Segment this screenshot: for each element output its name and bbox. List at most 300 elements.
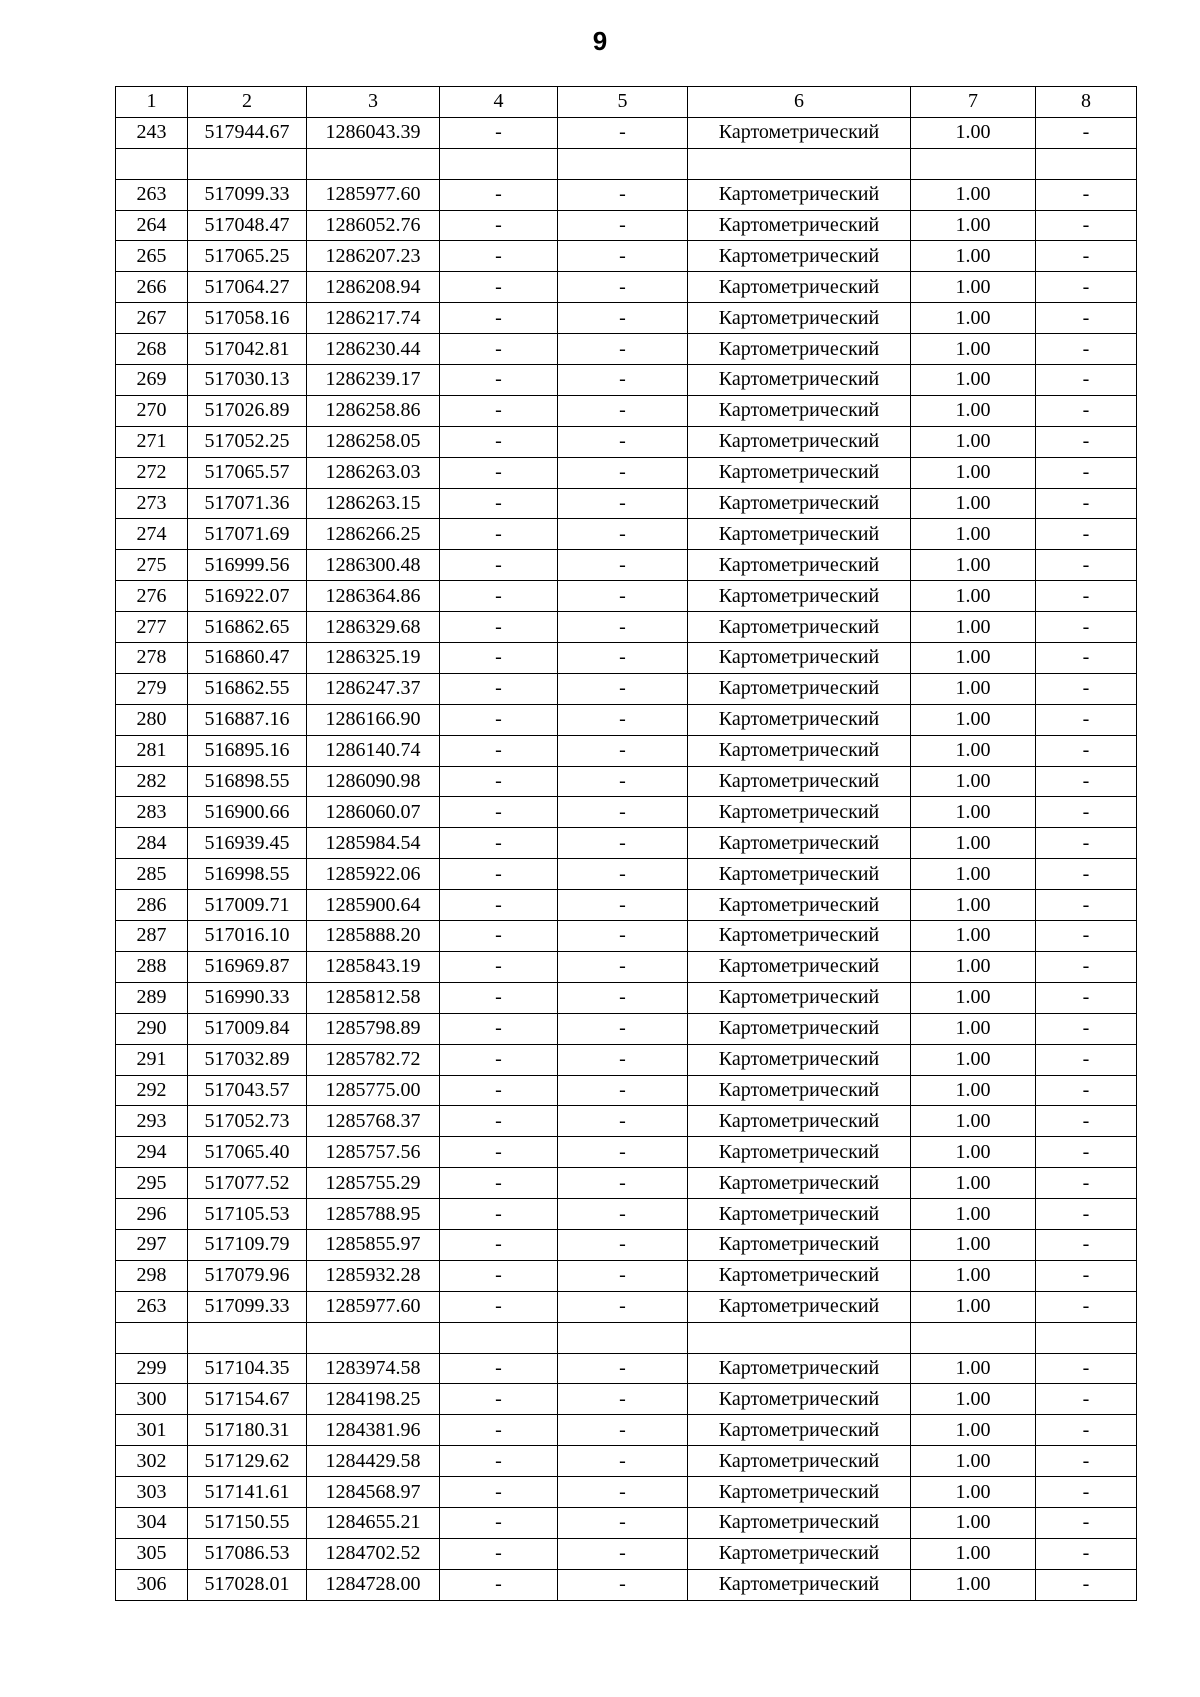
table-cell: Картометрический xyxy=(688,1106,911,1137)
table-cell: 268 xyxy=(116,334,188,365)
table-cell xyxy=(116,148,188,179)
table-cell: 1.00 xyxy=(911,550,1036,581)
table-row xyxy=(116,272,1137,303)
table-cell: 1286263.03 xyxy=(307,457,440,488)
table-cell: 1.00 xyxy=(911,1260,1036,1291)
table-row xyxy=(116,1168,1137,1199)
table-row xyxy=(116,921,1137,952)
table-cell: 1.00 xyxy=(911,1384,1036,1415)
table-cell: 1285798.89 xyxy=(307,1013,440,1044)
table-cell: 1285855.97 xyxy=(307,1229,440,1260)
table-cell: - xyxy=(1036,982,1137,1013)
table-cell: 517105.53 xyxy=(188,1199,307,1230)
table-cell: 267 xyxy=(116,303,188,334)
table-cell: - xyxy=(440,179,558,210)
column-header: 6 xyxy=(688,87,911,118)
table-cell: 516998.55 xyxy=(188,859,307,890)
table-cell: - xyxy=(558,426,688,457)
table-cell: 282 xyxy=(116,766,188,797)
table-cell: 265 xyxy=(116,241,188,272)
table-cell: Картометрический xyxy=(688,1446,911,1477)
table-cell: 1286258.05 xyxy=(307,426,440,457)
table-cell: 1284429.58 xyxy=(307,1446,440,1477)
table-cell: - xyxy=(440,395,558,426)
table-cell: - xyxy=(558,272,688,303)
table-cell: Картометрический xyxy=(688,303,911,334)
table-cell: 281 xyxy=(116,735,188,766)
table-cell: 1.00 xyxy=(911,1013,1036,1044)
table-cell: 288 xyxy=(116,951,188,982)
table-cell: - xyxy=(440,643,558,674)
table-cell: 1285788.95 xyxy=(307,1199,440,1230)
table-cell: - xyxy=(440,550,558,581)
table-cell: 1285812.58 xyxy=(307,982,440,1013)
table-cell: 517150.55 xyxy=(188,1507,307,1538)
table-cell: 1286364.86 xyxy=(307,581,440,612)
table-cell xyxy=(116,1322,188,1353)
table-row xyxy=(116,117,1137,148)
table-cell: - xyxy=(1036,303,1137,334)
page-number: 9 xyxy=(592,26,608,56)
table-cell: - xyxy=(440,1168,558,1199)
table-cell: Картометрический xyxy=(688,457,911,488)
table-cell: - xyxy=(1036,890,1137,921)
table-cell: - xyxy=(558,735,688,766)
table-cell: 1285984.54 xyxy=(307,828,440,859)
table-cell: 289 xyxy=(116,982,188,1013)
table-cell: 301 xyxy=(116,1415,188,1446)
table-cell: 517009.71 xyxy=(188,890,307,921)
table-cell: - xyxy=(558,1013,688,1044)
table-cell: 1.00 xyxy=(911,673,1036,704)
table-row xyxy=(116,1538,1137,1569)
table-cell: Картометрический xyxy=(688,1507,911,1538)
table-cell: - xyxy=(558,1168,688,1199)
table-cell: - xyxy=(558,1384,688,1415)
table-cell: 517032.89 xyxy=(188,1044,307,1075)
table-cell: - xyxy=(558,179,688,210)
table-cell: - xyxy=(440,612,558,643)
table-cell: - xyxy=(1036,1106,1137,1137)
table-cell: 264 xyxy=(116,210,188,241)
table-row xyxy=(116,1415,1137,1446)
table-cell: 1286329.68 xyxy=(307,612,440,643)
table-cell: 1.00 xyxy=(911,210,1036,241)
table-cell: 305 xyxy=(116,1538,188,1569)
table-cell: - xyxy=(558,612,688,643)
table-cell: - xyxy=(558,488,688,519)
table-cell: 1285977.60 xyxy=(307,179,440,210)
table-row xyxy=(116,951,1137,982)
table-cell: 1285977.60 xyxy=(307,1291,440,1322)
table-cell: 303 xyxy=(116,1477,188,1508)
table-cell: - xyxy=(440,1446,558,1477)
table-cell: - xyxy=(440,1507,558,1538)
table-cell: - xyxy=(440,581,558,612)
table-cell: 517099.33 xyxy=(188,1291,307,1322)
table-cell: - xyxy=(558,1415,688,1446)
table-cell: 275 xyxy=(116,550,188,581)
table-row xyxy=(116,303,1137,334)
table-cell: 1.00 xyxy=(911,1507,1036,1538)
table-cell: 1.00 xyxy=(911,1477,1036,1508)
table-cell: 294 xyxy=(116,1137,188,1168)
table-cell xyxy=(911,1322,1036,1353)
table-row xyxy=(116,1075,1137,1106)
table-row xyxy=(116,1291,1137,1322)
table-cell: 517065.57 xyxy=(188,457,307,488)
table-cell: 1.00 xyxy=(911,890,1036,921)
table-row xyxy=(116,1446,1137,1477)
table-cell: 1286060.07 xyxy=(307,797,440,828)
table-cell: 517064.27 xyxy=(188,272,307,303)
table-cell: - xyxy=(1036,581,1137,612)
table-cell: 1.00 xyxy=(911,921,1036,952)
table-cell: 1.00 xyxy=(911,179,1036,210)
table-cell: Картометрический xyxy=(688,704,911,735)
table-cell: Картометрический xyxy=(688,1229,911,1260)
table-cell: 517071.36 xyxy=(188,488,307,519)
table-row xyxy=(116,982,1137,1013)
table-cell: 1.00 xyxy=(911,766,1036,797)
table-cell xyxy=(558,148,688,179)
table-row xyxy=(116,1229,1137,1260)
table-cell: - xyxy=(440,303,558,334)
table-cell: - xyxy=(558,797,688,828)
table-row xyxy=(116,1507,1137,1538)
coordinates-table xyxy=(115,86,1137,1601)
table-row xyxy=(116,550,1137,581)
table-cell: - xyxy=(440,1013,558,1044)
table-cell: Картометрический xyxy=(688,1415,911,1446)
table-cell: 516900.66 xyxy=(188,797,307,828)
table-cell: - xyxy=(558,1353,688,1384)
table-cell: 300 xyxy=(116,1384,188,1415)
table-cell: - xyxy=(1036,272,1137,303)
table-row xyxy=(116,735,1137,766)
table-row xyxy=(116,488,1137,519)
table-cell: 517026.89 xyxy=(188,395,307,426)
table-cell: - xyxy=(440,859,558,890)
table-cell: - xyxy=(558,1446,688,1477)
table-cell: - xyxy=(1036,1353,1137,1384)
table-cell: Картометрический xyxy=(688,1260,911,1291)
table-cell: - xyxy=(440,426,558,457)
table-cell: - xyxy=(440,334,558,365)
table-cell: Картометрический xyxy=(688,241,911,272)
table-cell: - xyxy=(440,921,558,952)
table-cell: - xyxy=(1036,210,1137,241)
table-cell: 283 xyxy=(116,797,188,828)
table-cell: - xyxy=(558,241,688,272)
table-cell: - xyxy=(440,951,558,982)
table-cell: - xyxy=(558,982,688,1013)
table-cell: 517077.52 xyxy=(188,1168,307,1199)
table-cell: 263 xyxy=(116,179,188,210)
table-cell: - xyxy=(558,1137,688,1168)
table-cell: - xyxy=(558,117,688,148)
table-cell: - xyxy=(440,1199,558,1230)
table-cell: 1.00 xyxy=(911,457,1036,488)
table-cell: - xyxy=(1036,1013,1137,1044)
table-cell xyxy=(688,148,911,179)
table-cell: 280 xyxy=(116,704,188,735)
table-body xyxy=(116,87,1137,1601)
table-cell: Картометрический xyxy=(688,365,911,396)
table-cell: - xyxy=(1036,241,1137,272)
table-cell: Картометрический xyxy=(688,766,911,797)
table-cell: Картометрический xyxy=(688,1168,911,1199)
table-cell: - xyxy=(440,1477,558,1508)
table-cell: - xyxy=(1036,951,1137,982)
table-cell: 1286140.74 xyxy=(307,735,440,766)
table-row xyxy=(116,1199,1137,1230)
table-cell: - xyxy=(1036,612,1137,643)
table-cell: - xyxy=(558,1106,688,1137)
table-cell: 516895.16 xyxy=(188,735,307,766)
table-cell: - xyxy=(440,210,558,241)
table-cell: 517042.81 xyxy=(188,334,307,365)
table-cell: 517048.47 xyxy=(188,210,307,241)
table-cell: - xyxy=(440,1291,558,1322)
table-cell: 1284568.97 xyxy=(307,1477,440,1508)
table-cell: - xyxy=(440,488,558,519)
table-cell: Картометрический xyxy=(688,1353,911,1384)
table-row xyxy=(116,179,1137,210)
table-cell: - xyxy=(558,643,688,674)
table-cell: - xyxy=(558,1260,688,1291)
table-cell: - xyxy=(1036,921,1137,952)
table-cell: Картометрический xyxy=(688,1569,911,1600)
table-row xyxy=(116,673,1137,704)
table-cell: - xyxy=(440,1106,558,1137)
table-cell: 517109.79 xyxy=(188,1229,307,1260)
column-header: 7 xyxy=(911,87,1036,118)
table-cell xyxy=(1036,1322,1137,1353)
table-cell: 1.00 xyxy=(911,612,1036,643)
table-cell: 270 xyxy=(116,395,188,426)
table-cell: - xyxy=(558,1044,688,1075)
table-cell: - xyxy=(440,272,558,303)
table-row xyxy=(116,1013,1137,1044)
table-cell xyxy=(1036,148,1137,179)
table-cell: - xyxy=(558,890,688,921)
table-cell: 1.00 xyxy=(911,303,1036,334)
table-cell: - xyxy=(558,1538,688,1569)
table-cell: 243 xyxy=(116,117,188,148)
table-cell: - xyxy=(1036,550,1137,581)
table-cell: 272 xyxy=(116,457,188,488)
table-cell: - xyxy=(558,519,688,550)
table-cell xyxy=(307,148,440,179)
table-cell: - xyxy=(440,1538,558,1569)
table-cell: - xyxy=(440,828,558,859)
table-cell: Картометрический xyxy=(688,612,911,643)
table-cell: 1.00 xyxy=(911,488,1036,519)
table-cell: 1.00 xyxy=(911,1199,1036,1230)
table-header-row xyxy=(116,87,1137,118)
table-cell: 296 xyxy=(116,1199,188,1230)
table-cell: 1.00 xyxy=(911,1044,1036,1075)
table-cell: - xyxy=(1036,1538,1137,1569)
table-cell: Картометрический xyxy=(688,1384,911,1415)
table-cell: 1.00 xyxy=(911,272,1036,303)
table-row xyxy=(116,426,1137,457)
table-cell: 516862.55 xyxy=(188,673,307,704)
table-cell: 516939.45 xyxy=(188,828,307,859)
table-cell: 1286230.44 xyxy=(307,334,440,365)
table-row xyxy=(116,1384,1137,1415)
column-header: 1 xyxy=(116,87,188,118)
table-cell: Картометрический xyxy=(688,735,911,766)
table-cell: 263 xyxy=(116,1291,188,1322)
table-cell: - xyxy=(1036,859,1137,890)
table-cell: - xyxy=(558,365,688,396)
table-cell: 1284728.00 xyxy=(307,1569,440,1600)
table-row xyxy=(116,1569,1137,1600)
table-row xyxy=(116,1477,1137,1508)
table-cell: 1284655.21 xyxy=(307,1507,440,1538)
table-cell: 1.00 xyxy=(911,1353,1036,1384)
table-cell: 1286300.48 xyxy=(307,550,440,581)
table-cell: 517065.40 xyxy=(188,1137,307,1168)
table-cell: Картометрический xyxy=(688,643,911,674)
table-cell: 516887.16 xyxy=(188,704,307,735)
table-cell: 276 xyxy=(116,581,188,612)
table-row xyxy=(116,890,1137,921)
table-cell: Картометрический xyxy=(688,1538,911,1569)
table-cell xyxy=(307,1322,440,1353)
table-cell: Картометрический xyxy=(688,673,911,704)
table-cell: 1285755.29 xyxy=(307,1168,440,1199)
table-cell: 1286166.90 xyxy=(307,704,440,735)
table-row xyxy=(116,612,1137,643)
table-row xyxy=(116,457,1137,488)
table-cell: - xyxy=(558,828,688,859)
table-cell: 1285757.56 xyxy=(307,1137,440,1168)
table-cell: - xyxy=(440,1137,558,1168)
table-cell: Картометрический xyxy=(688,828,911,859)
table-cell: 1.00 xyxy=(911,365,1036,396)
table-cell: 290 xyxy=(116,1013,188,1044)
table-row xyxy=(116,797,1137,828)
table-cell: - xyxy=(558,766,688,797)
table-cell: - xyxy=(440,457,558,488)
table-cell: 291 xyxy=(116,1044,188,1075)
table-cell: 1.00 xyxy=(911,426,1036,457)
table-cell: - xyxy=(1036,1507,1137,1538)
table-cell: 1286043.39 xyxy=(307,117,440,148)
table-cell: 266 xyxy=(116,272,188,303)
table-cell: - xyxy=(1036,395,1137,426)
table-cell: 287 xyxy=(116,921,188,952)
table-cell: Картометрический xyxy=(688,426,911,457)
table-cell: 1286266.25 xyxy=(307,519,440,550)
table-cell: - xyxy=(558,704,688,735)
table-cell: 517079.96 xyxy=(188,1260,307,1291)
table-cell: - xyxy=(440,890,558,921)
table-row xyxy=(116,1137,1137,1168)
table-cell: - xyxy=(1036,365,1137,396)
table-cell: 1.00 xyxy=(911,735,1036,766)
table-cell: 1285888.20 xyxy=(307,921,440,952)
table-cell: - xyxy=(1036,1477,1137,1508)
table-cell: 1.00 xyxy=(911,581,1036,612)
table-cell: 517141.61 xyxy=(188,1477,307,1508)
separator-row xyxy=(116,148,1137,179)
table-cell: 1.00 xyxy=(911,117,1036,148)
table-cell: - xyxy=(1036,1137,1137,1168)
table-cell: 1.00 xyxy=(911,1229,1036,1260)
table-cell: - xyxy=(1036,1260,1137,1291)
column-header: 2 xyxy=(188,87,307,118)
table-row xyxy=(116,704,1137,735)
table-cell: - xyxy=(440,704,558,735)
table-cell: Картометрический xyxy=(688,1199,911,1230)
table-cell: 1.00 xyxy=(911,1415,1036,1446)
table-cell: - xyxy=(1036,1168,1137,1199)
table-cell: - xyxy=(1036,179,1137,210)
table-cell: Картометрический xyxy=(688,117,911,148)
table-cell: 295 xyxy=(116,1168,188,1199)
column-header: 5 xyxy=(558,87,688,118)
table-cell: - xyxy=(440,1384,558,1415)
table-cell: 1285922.06 xyxy=(307,859,440,890)
table-cell: 517030.13 xyxy=(188,365,307,396)
table-cell: Картометрический xyxy=(688,581,911,612)
table-cell: 1286208.94 xyxy=(307,272,440,303)
table-cell: - xyxy=(440,1044,558,1075)
table-cell: 1286247.37 xyxy=(307,673,440,704)
table-cell: Картометрический xyxy=(688,1137,911,1168)
table-cell: 299 xyxy=(116,1353,188,1384)
table-cell: - xyxy=(440,1260,558,1291)
table-cell: - xyxy=(1036,1384,1137,1415)
table-cell: Картометрический xyxy=(688,1013,911,1044)
table-cell: 1285932.28 xyxy=(307,1260,440,1291)
table-cell: - xyxy=(440,1353,558,1384)
table-cell: 1.00 xyxy=(911,1106,1036,1137)
table-cell: Картометрический xyxy=(688,921,911,952)
table-cell: 1284381.96 xyxy=(307,1415,440,1446)
table-cell: 1283974.58 xyxy=(307,1353,440,1384)
table-cell: - xyxy=(1036,457,1137,488)
table-cell: - xyxy=(1036,1044,1137,1075)
table-cell: 1286325.19 xyxy=(307,643,440,674)
table-cell: 1.00 xyxy=(911,1569,1036,1600)
table-cell: - xyxy=(1036,1446,1137,1477)
table-cell: 517154.67 xyxy=(188,1384,307,1415)
table-cell: - xyxy=(558,951,688,982)
table-cell: - xyxy=(1036,704,1137,735)
table-row xyxy=(116,766,1137,797)
table-cell: - xyxy=(440,241,558,272)
table-cell: 297 xyxy=(116,1229,188,1260)
table-cell xyxy=(440,1322,558,1353)
table-cell: Картометрический xyxy=(688,1044,911,1075)
table-cell: 1286258.86 xyxy=(307,395,440,426)
table-cell: 517944.67 xyxy=(188,117,307,148)
table-cell: Картометрический xyxy=(688,890,911,921)
table-cell: 1286263.15 xyxy=(307,488,440,519)
table-cell xyxy=(688,1322,911,1353)
table-row xyxy=(116,1353,1137,1384)
table-cell: - xyxy=(440,1415,558,1446)
table-row xyxy=(116,859,1137,890)
table-cell: 1.00 xyxy=(911,1291,1036,1322)
table-cell: 517129.62 xyxy=(188,1446,307,1477)
table-cell: Картометрический xyxy=(688,550,911,581)
